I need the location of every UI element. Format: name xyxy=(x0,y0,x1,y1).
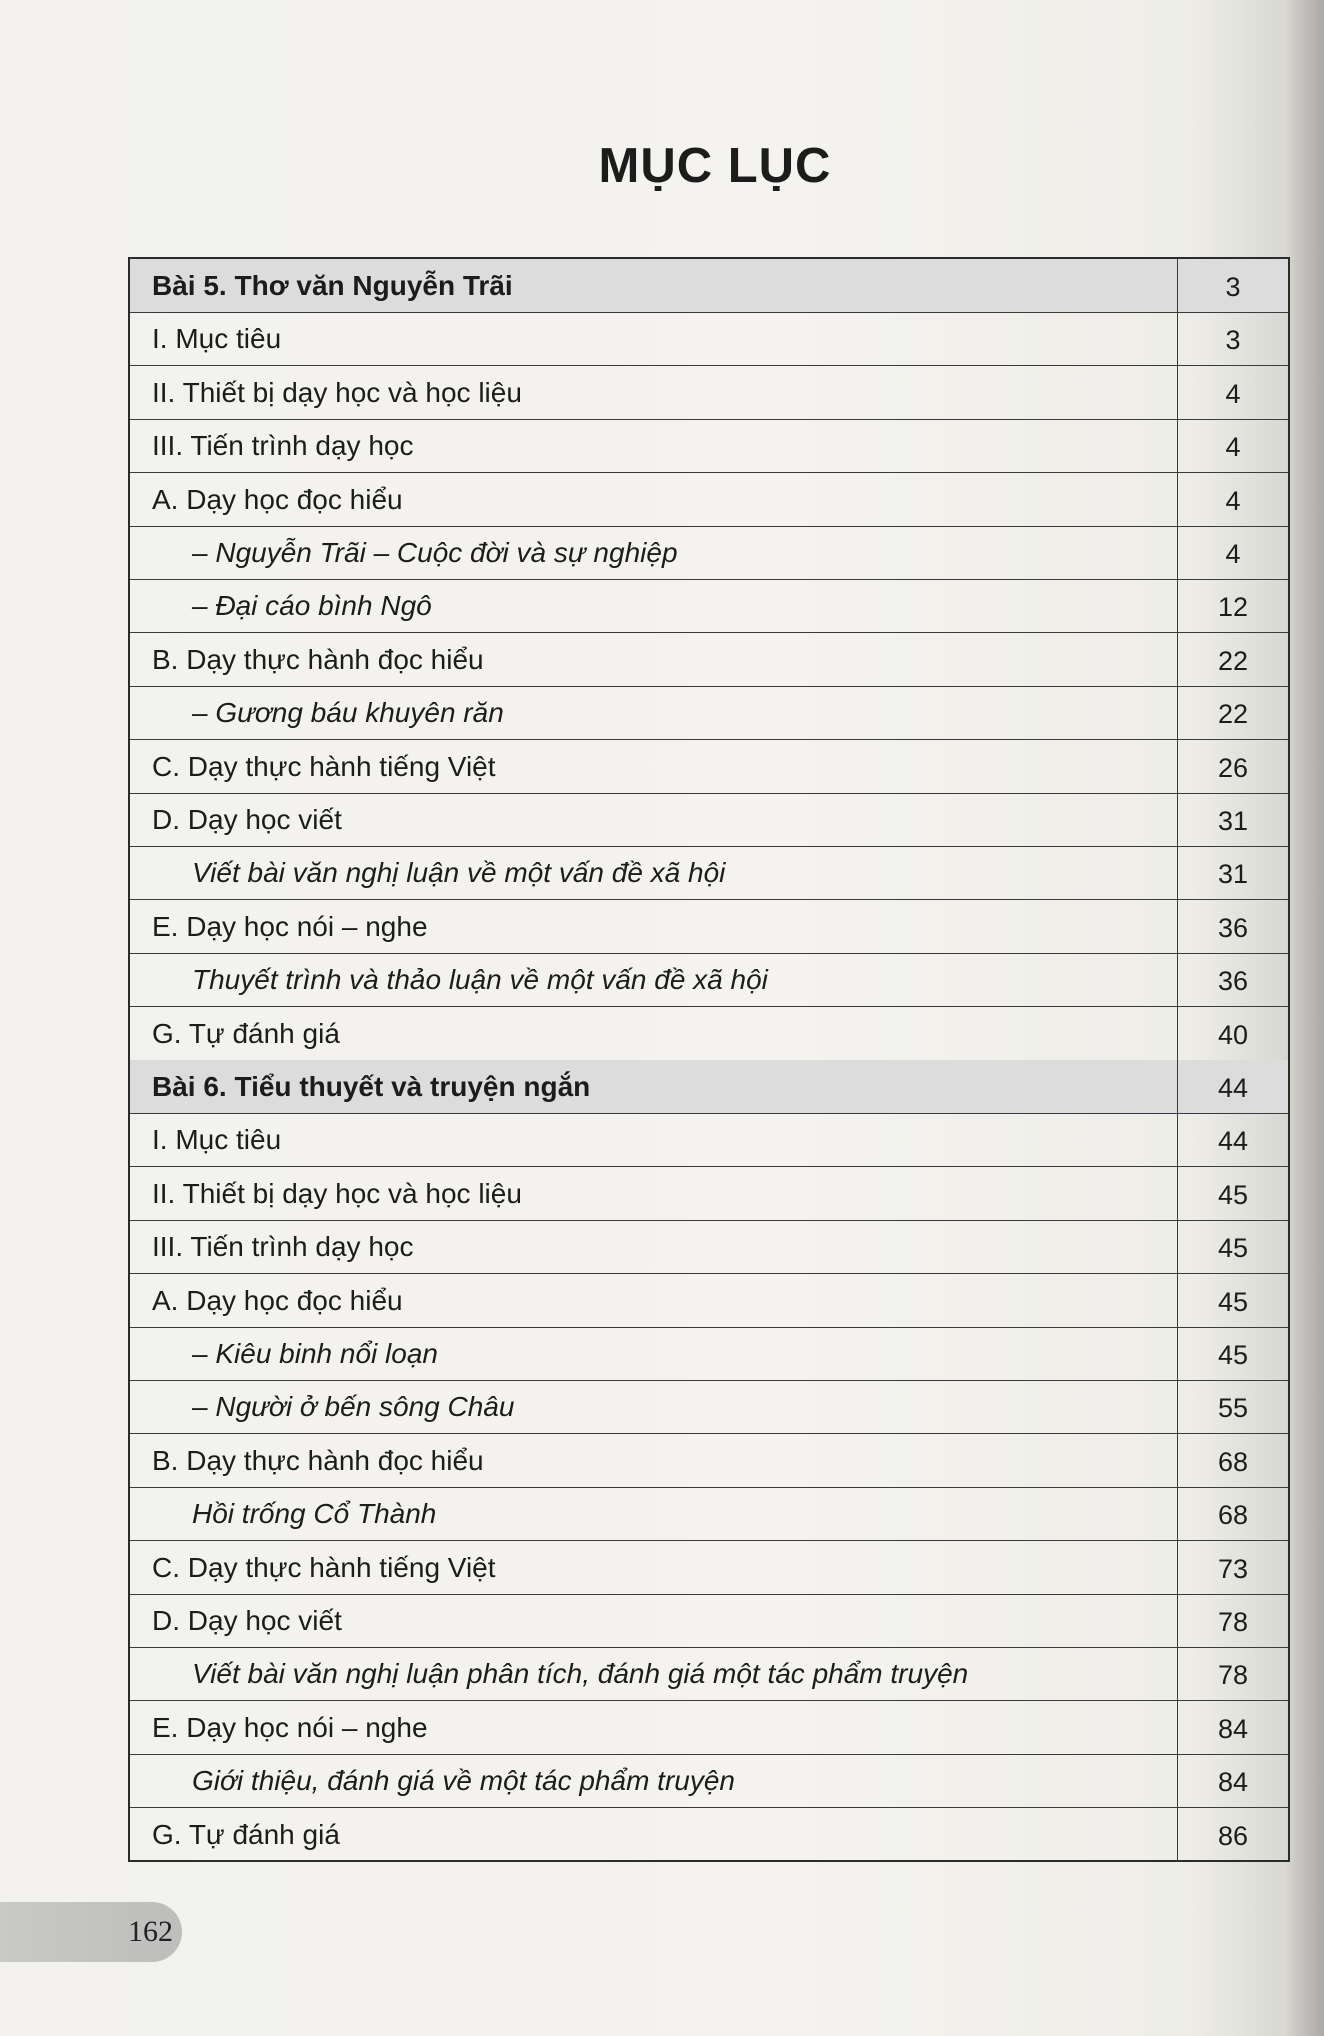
toc-row xyxy=(130,1754,1288,1808)
toc-page-number: 31 xyxy=(1177,846,1288,900)
toc-entry-label: III. Tiến trình dạy học xyxy=(152,430,414,462)
toc-entry-label: III. Tiến trình dạy học xyxy=(152,1231,414,1263)
toc-page-number: 78 xyxy=(1177,1594,1288,1648)
toc-row xyxy=(130,900,1288,954)
toc-page-number: 68 xyxy=(1177,1434,1288,1488)
toc-page-number: 4 xyxy=(1177,366,1288,420)
toc-entry-label: II. Thiết bị dạy học và học liệu xyxy=(152,1177,522,1209)
toc-page-number: 3 xyxy=(1177,259,1288,313)
table-of-contents xyxy=(128,257,1290,1862)
toc-page-number: 36 xyxy=(1177,900,1288,954)
toc-page-number: 45 xyxy=(1177,1220,1288,1274)
toc-entry-label: Viết bài văn nghị luận phân tích, đánh giá một tác phẩm truyện xyxy=(192,1658,969,1690)
page-title: MỤC LỤC xyxy=(598,139,832,193)
toc-entry-label: I. Mục tiêu xyxy=(152,1124,282,1156)
toc-row xyxy=(130,579,1288,633)
toc-row xyxy=(130,526,1288,580)
toc-row xyxy=(130,1274,1288,1328)
toc-page-number: 68 xyxy=(1177,1487,1288,1541)
toc-entry-label: D. Dạy học viết xyxy=(152,1605,342,1636)
toc-entry-label: G. Tự đánh giá xyxy=(152,1017,340,1049)
toc-row xyxy=(130,1113,1288,1167)
toc-entry-label: I. Mục tiêu xyxy=(152,323,282,355)
toc-row xyxy=(130,1220,1288,1274)
toc-row xyxy=(130,1434,1288,1488)
toc-entry-label: D. Dạy học viết xyxy=(152,804,342,835)
toc-entry-label: – Gương báu khuyên răn xyxy=(192,697,504,729)
toc-row xyxy=(130,953,1288,1007)
toc-page-number: 12 xyxy=(1177,579,1288,633)
toc-heading-row xyxy=(130,1060,1288,1114)
toc-row xyxy=(130,419,1288,473)
toc-page-number: 22 xyxy=(1177,633,1288,687)
toc-entry-label: E. Dạy học nói – nghe xyxy=(152,910,428,942)
toc-entry-label: – Người ở bến sông Châu xyxy=(192,1391,515,1423)
toc-page-number: 44 xyxy=(1177,1113,1288,1167)
toc-entry-label: G. Tự đánh giá xyxy=(152,1818,340,1850)
toc-page-number: 26 xyxy=(1177,740,1288,794)
toc-page-number: 78 xyxy=(1177,1647,1288,1701)
toc-entry-label: C. Dạy thực hành tiếng Việt xyxy=(152,1551,496,1583)
toc-page-number: 84 xyxy=(1177,1701,1288,1755)
toc-row xyxy=(130,1541,1288,1595)
toc-entry-label: Viết bài văn nghị luận về một vấn đề xã hội xyxy=(192,857,726,889)
toc-page-number: 22 xyxy=(1177,686,1288,740)
toc-row xyxy=(130,1007,1288,1061)
toc-page-number: 3 xyxy=(1177,312,1288,366)
toc-entry-label: – Nguyễn Trãi – Cuộc đời và sự nghiệp xyxy=(192,537,678,568)
toc-entry-label: Bài 6. Tiểu thuyết và truyện ngắn xyxy=(152,1071,591,1102)
toc-page-number: 45 xyxy=(1177,1167,1288,1221)
toc-page-number: 44 xyxy=(1177,1060,1288,1114)
toc-row xyxy=(130,1701,1288,1755)
toc-entry-label: – Kiêu binh nổi loạn xyxy=(192,1338,438,1369)
toc-page-number: 31 xyxy=(1177,793,1288,847)
toc-page-number: 45 xyxy=(1177,1327,1288,1381)
toc-entry-label: B. Dạy thực hành đọc hiểu xyxy=(152,643,484,675)
toc-row xyxy=(130,1808,1288,1862)
toc-page-number: 36 xyxy=(1177,953,1288,1007)
toc-page-number: 55 xyxy=(1177,1380,1288,1434)
toc-row xyxy=(130,1327,1288,1381)
toc-entry-label: Hồi trống Cổ Thành xyxy=(192,1498,437,1530)
toc-entry-label: E. Dạy học nói – nghe xyxy=(152,1711,428,1743)
toc-entry-label: Bài 5. Thơ văn Nguyễn Trãi xyxy=(152,270,513,301)
toc-page-number: 86 xyxy=(1177,1808,1288,1862)
toc-page-number: 40 xyxy=(1177,1007,1288,1061)
toc-page-number: 4 xyxy=(1177,419,1288,473)
toc-row xyxy=(130,793,1288,847)
toc-entry-label: A. Dạy học đọc hiểu xyxy=(152,1284,403,1316)
toc-entry-label: B. Dạy thực hành đọc hiểu xyxy=(152,1444,484,1476)
toc-page-number: 73 xyxy=(1177,1541,1288,1595)
toc-page-number: 45 xyxy=(1177,1274,1288,1328)
toc-entry-label: A. Dạy học đọc hiểu xyxy=(152,483,403,515)
toc-row xyxy=(130,1380,1288,1434)
toc-entry-label: – Đại cáo bình Ngô xyxy=(192,590,432,622)
toc-row xyxy=(130,1167,1288,1221)
toc-heading-row xyxy=(130,259,1288,313)
toc-entry-label: II. Thiết bị dạy học và học liệu xyxy=(152,376,522,408)
toc-row xyxy=(130,740,1288,794)
page-number: 162 xyxy=(128,1915,173,1948)
toc-row xyxy=(130,846,1288,900)
toc-row xyxy=(130,633,1288,687)
toc-page-number: 4 xyxy=(1177,526,1288,580)
toc-row xyxy=(130,312,1288,366)
toc-row xyxy=(130,1647,1288,1701)
toc-page-number: 4 xyxy=(1177,473,1288,527)
toc-row xyxy=(130,1594,1288,1648)
toc-page-number: 84 xyxy=(1177,1754,1288,1808)
toc-entry-label: Thuyết trình và thảo luận về một vấn đề xã hội xyxy=(192,964,768,996)
toc-row xyxy=(130,686,1288,740)
toc-row xyxy=(130,473,1288,527)
toc-entry-label: Giới thiệu, đánh giá về một tác phẩm truyện xyxy=(192,1765,735,1797)
toc-entry-label: C. Dạy thực hành tiếng Việt xyxy=(152,750,496,782)
toc-row xyxy=(130,366,1288,420)
toc-row xyxy=(130,1487,1288,1541)
